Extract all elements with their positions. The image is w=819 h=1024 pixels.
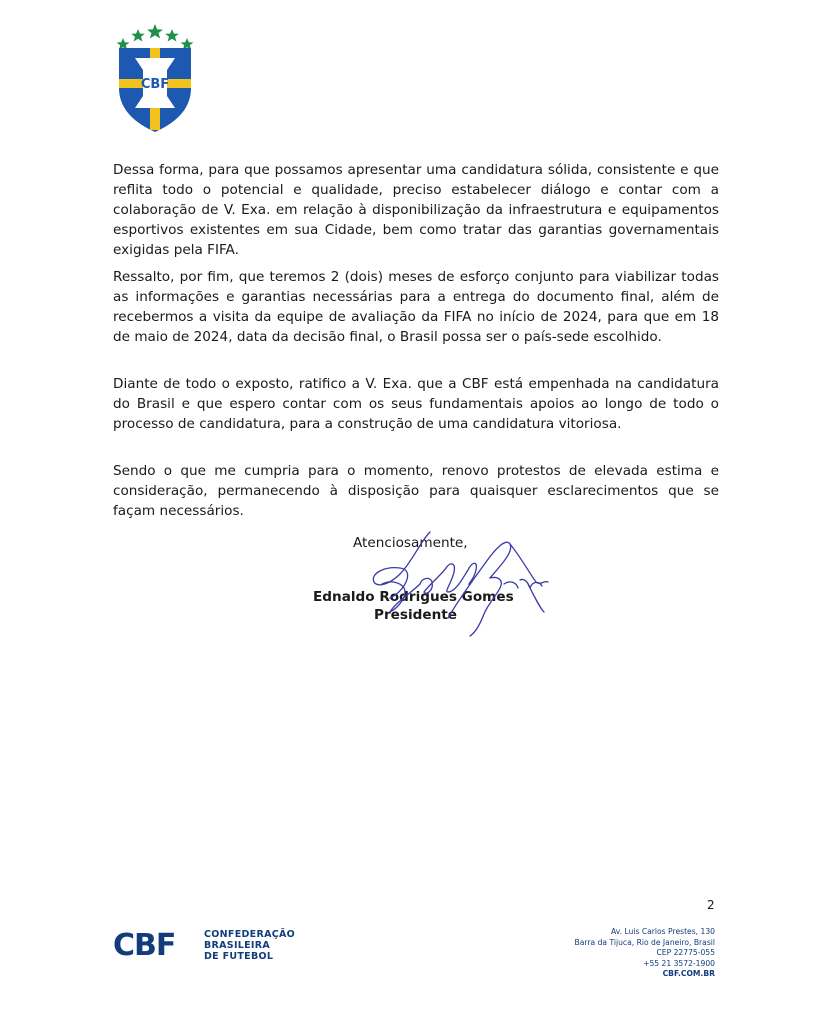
footer-address bbox=[575, 927, 715, 980]
crest-text: CBF bbox=[140, 77, 170, 92]
footer-website: CBF.COM.BR bbox=[662, 969, 715, 978]
footer-address-line: +55 21 3572-1900 bbox=[643, 958, 715, 968]
page-number: 2 bbox=[707, 898, 715, 912]
footer-org-name-line: CONFEDERAÇÃO bbox=[204, 929, 296, 940]
footer-org-name bbox=[204, 929, 295, 962]
letter-paragraph-1: Dessa forma, para que possamos apresentar uma candidatura sólida, consistente e que reflita todo o potencial e qualidade, preciso estabelecer diálogo e contar com a colaboração de V. Exa. em relação à disponibilização da infraestrutura e equipamentos esportivos existentes em sua Cidade, bem como tratar das garantias governamentais exigidas pela FIFA. bbox=[113, 162, 719, 258]
handwritten-signature bbox=[360, 522, 560, 640]
closing-salutation: Atenciosamente, bbox=[353, 535, 468, 551]
footer-logo bbox=[113, 928, 175, 964]
footer-org-name-line: DE FUTEBOL bbox=[204, 951, 274, 962]
footer-logo-text: CBF bbox=[113, 928, 176, 963]
stars bbox=[117, 24, 194, 50]
footer-address-line: Barra da Tijuca, Rio de Janeiro, Brasil bbox=[574, 937, 715, 947]
letter-paragraph-3: Diante de todo o exposto, ratifico a V. Exa. que a CBF está empenhada na candidatura do Brasil e que espero contar com os seus fundamentais apoios ao longo de todo o processo de candidatura, para a construção de uma candidatura vitoriosa. bbox=[113, 376, 719, 432]
signer-title: Presidente bbox=[374, 607, 457, 623]
letter-paragraph-2: Ressalto, por fim, que teremos 2 (dois) meses de esforço conjunto para viabilizar todas as informações e garantias necessárias para a entrega do documento final, além de recebermos a visita da equipe de avaliação da FIFA no início de 2024, para que em 18 de maio de 2024, data da decisão final, o Brasil possa ser o país-sede escolhido. bbox=[113, 269, 719, 345]
footer-org-name-line: BRASILEIRA bbox=[204, 940, 271, 951]
cbf-crest-icon bbox=[113, 24, 197, 136]
signer-name: Ednaldo Rodrigues Gomes bbox=[313, 589, 514, 605]
footer-address-line: CEP 22775-055 bbox=[656, 948, 715, 957]
letter-paragraph-4: Sendo o que me cumpria para o momento, renovo protestos de elevada estima e consideração, permanecendo à disposição para quaisquer esclarecimentos que se façam necessários. bbox=[113, 463, 719, 519]
footer-address-line: Av. Luis Carlos Prestes, 130 bbox=[610, 927, 715, 936]
